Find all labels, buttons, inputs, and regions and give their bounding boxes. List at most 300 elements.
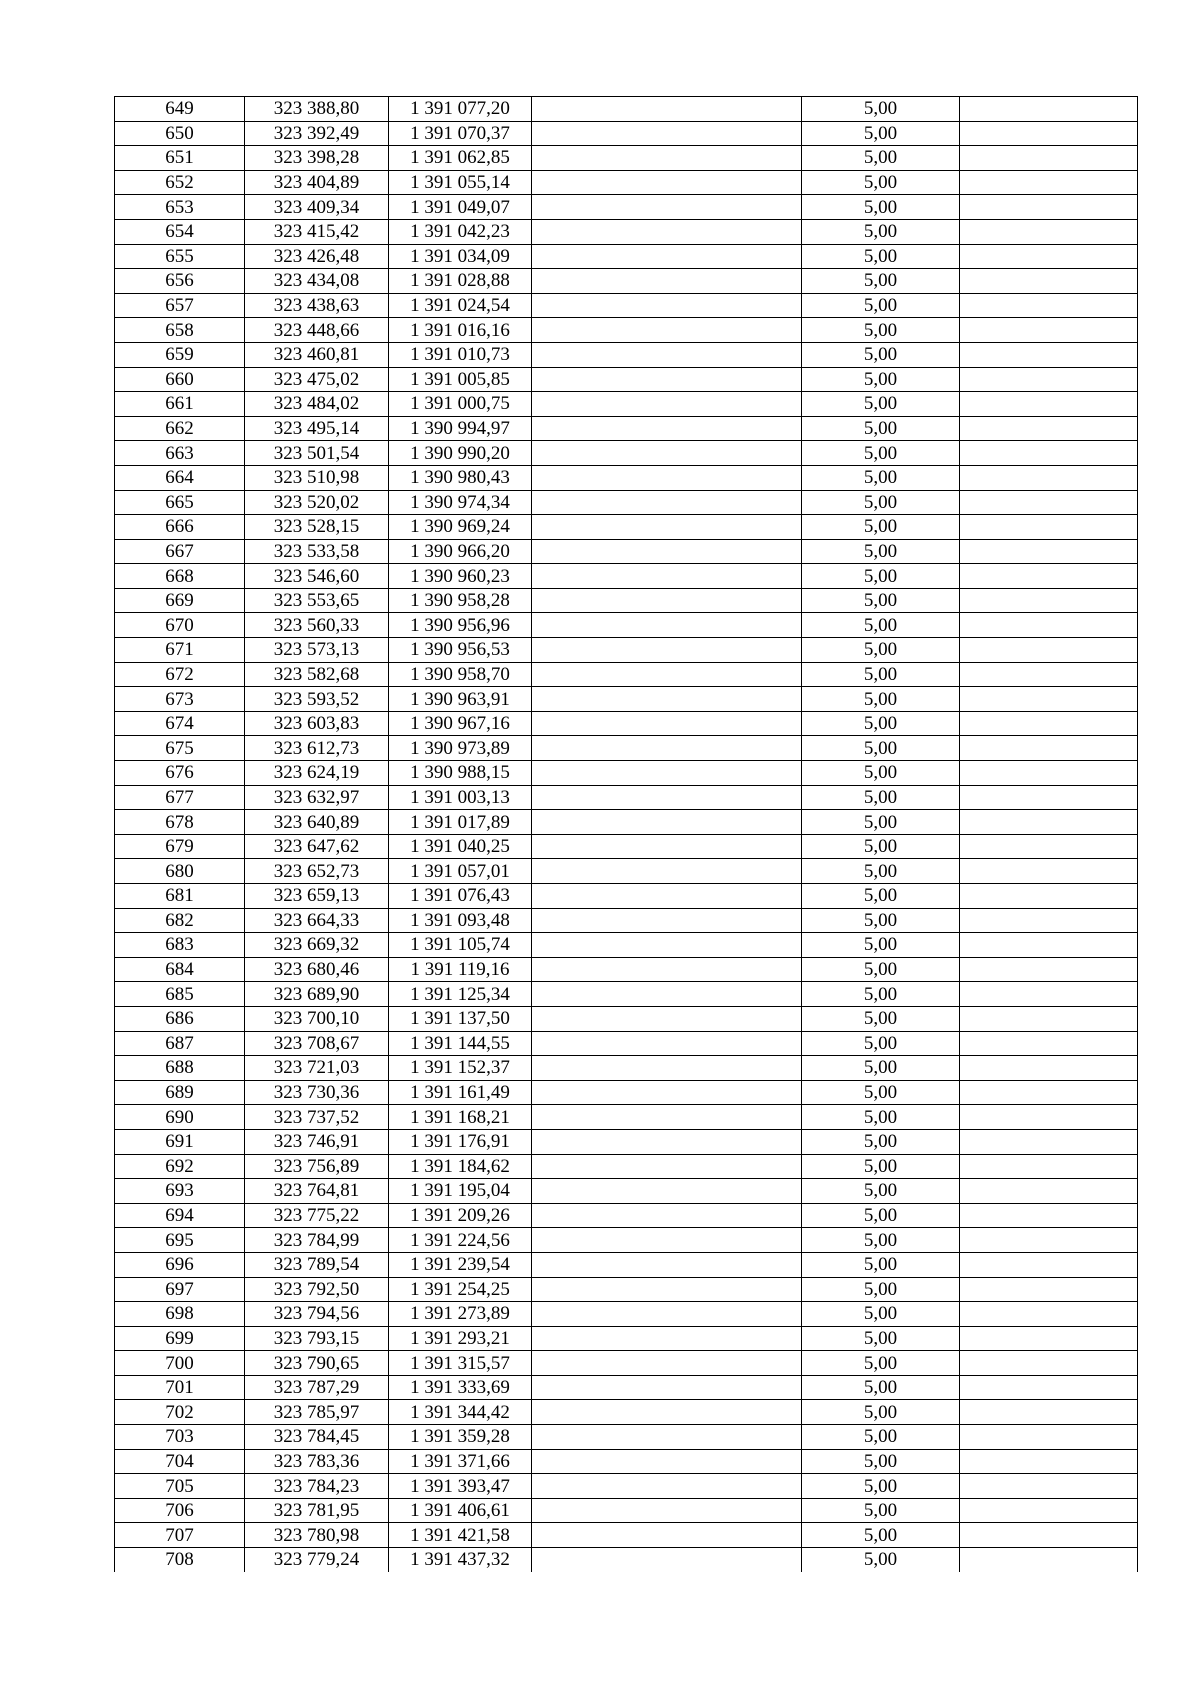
empty-cell (960, 1056, 1138, 1081)
table-row (115, 1252, 1138, 1277)
point-number-cell: 695 (115, 1228, 245, 1253)
y-coordinate-cell: 1 390 969,24 (389, 515, 532, 540)
empty-cell (960, 1203, 1138, 1228)
table-row (115, 613, 1138, 638)
x-coordinate-cell: 323 448,66 (245, 318, 389, 343)
empty-cell (960, 219, 1138, 244)
y-coordinate-cell: 1 391 028,88 (389, 269, 532, 294)
value-cell: 5,00 (802, 1228, 960, 1253)
value-cell: 5,00 (802, 170, 960, 195)
empty-cell (960, 1351, 1138, 1376)
value-cell: 5,00 (802, 957, 960, 982)
value-cell: 5,00 (802, 1400, 960, 1425)
table-row (115, 1129, 1138, 1154)
empty-cell (532, 367, 802, 392)
point-number-cell: 704 (115, 1449, 245, 1474)
value-cell: 5,00 (802, 121, 960, 146)
x-coordinate-cell: 323 426,48 (245, 244, 389, 269)
table-row (115, 736, 1138, 761)
value-cell: 5,00 (802, 1154, 960, 1179)
empty-cell (532, 662, 802, 687)
empty-cell (532, 195, 802, 220)
empty-cell (960, 441, 1138, 466)
y-coordinate-cell: 1 391 184,62 (389, 1154, 532, 1179)
point-number-cell: 675 (115, 736, 245, 761)
y-coordinate-cell: 1 391 315,57 (389, 1351, 532, 1376)
y-coordinate-cell: 1 391 049,07 (389, 195, 532, 220)
empty-cell (960, 933, 1138, 958)
table-row (115, 244, 1138, 269)
empty-cell (960, 1179, 1138, 1204)
empty-cell (960, 1006, 1138, 1031)
table-row (115, 342, 1138, 367)
empty-cell (960, 859, 1138, 884)
y-coordinate-cell: 1 391 359,28 (389, 1425, 532, 1450)
point-number-cell: 680 (115, 859, 245, 884)
x-coordinate-cell: 323 664,33 (245, 908, 389, 933)
point-number-cell: 662 (115, 416, 245, 441)
y-coordinate-cell: 1 391 195,04 (389, 1179, 532, 1204)
x-coordinate-cell: 323 780,98 (245, 1523, 389, 1548)
y-coordinate-cell: 1 390 967,16 (389, 711, 532, 736)
value-cell: 5,00 (802, 490, 960, 515)
point-number-cell: 665 (115, 490, 245, 515)
table-row (115, 957, 1138, 982)
x-coordinate-cell: 323 779,24 (245, 1548, 389, 1572)
value-cell: 5,00 (802, 515, 960, 540)
table-row (115, 1080, 1138, 1105)
empty-cell (532, 564, 802, 589)
value-cell: 5,00 (802, 97, 960, 122)
point-number-cell: 667 (115, 539, 245, 564)
x-coordinate-cell: 323 669,32 (245, 933, 389, 958)
y-coordinate-cell: 1 391 137,50 (389, 1006, 532, 1031)
empty-cell (532, 761, 802, 786)
value-cell: 5,00 (802, 1351, 960, 1376)
empty-cell (532, 1498, 802, 1523)
value-cell: 5,00 (802, 146, 960, 171)
empty-cell (960, 982, 1138, 1007)
x-coordinate-cell: 323 794,56 (245, 1302, 389, 1327)
value-cell: 5,00 (802, 441, 960, 466)
point-number-cell: 656 (115, 269, 245, 294)
x-coordinate-cell: 323 484,02 (245, 392, 389, 417)
value-cell: 5,00 (802, 982, 960, 1007)
x-coordinate-cell: 323 593,52 (245, 687, 389, 712)
y-coordinate-cell: 1 391 093,48 (389, 908, 532, 933)
y-coordinate-cell: 1 391 209,26 (389, 1203, 532, 1228)
point-number-cell: 677 (115, 785, 245, 810)
point-number-cell: 650 (115, 121, 245, 146)
point-number-cell: 670 (115, 613, 245, 638)
table-row (115, 121, 1138, 146)
point-number-cell: 681 (115, 884, 245, 909)
point-number-cell: 668 (115, 564, 245, 589)
empty-cell (532, 1154, 802, 1179)
x-coordinate-cell: 323 501,54 (245, 441, 389, 466)
value-cell: 5,00 (802, 908, 960, 933)
value-cell: 5,00 (802, 1425, 960, 1450)
value-cell: 5,00 (802, 1006, 960, 1031)
table-row (115, 711, 1138, 736)
y-coordinate-cell: 1 391 144,55 (389, 1031, 532, 1056)
point-number-cell: 708 (115, 1548, 245, 1572)
y-coordinate-cell: 1 390 956,96 (389, 613, 532, 638)
value-cell: 5,00 (802, 1277, 960, 1302)
table-row (115, 1375, 1138, 1400)
empty-cell (532, 490, 802, 515)
empty-cell (532, 1252, 802, 1277)
empty-cell (960, 588, 1138, 613)
table-row (115, 195, 1138, 220)
empty-cell (960, 736, 1138, 761)
empty-cell (532, 318, 802, 343)
x-coordinate-cell: 323 434,08 (245, 269, 389, 294)
empty-cell (960, 1031, 1138, 1056)
empty-cell (960, 1277, 1138, 1302)
value-cell: 5,00 (802, 638, 960, 663)
x-coordinate-cell: 323 409,34 (245, 195, 389, 220)
empty-cell (532, 1179, 802, 1204)
empty-cell (960, 908, 1138, 933)
empty-cell (960, 342, 1138, 367)
empty-cell (532, 465, 802, 490)
empty-cell (532, 269, 802, 294)
empty-cell (960, 318, 1138, 343)
empty-cell (532, 859, 802, 884)
x-coordinate-cell: 323 700,10 (245, 1006, 389, 1031)
empty-cell (960, 1523, 1138, 1548)
x-coordinate-cell: 323 785,97 (245, 1400, 389, 1425)
table-row (115, 638, 1138, 663)
empty-cell (532, 146, 802, 171)
x-coordinate-cell: 323 475,02 (245, 367, 389, 392)
x-coordinate-cell: 323 789,54 (245, 1252, 389, 1277)
x-coordinate-cell: 323 756,89 (245, 1154, 389, 1179)
point-number-cell: 679 (115, 834, 245, 859)
value-cell: 5,00 (802, 392, 960, 417)
table-row (115, 761, 1138, 786)
empty-cell (960, 392, 1138, 417)
empty-cell (960, 638, 1138, 663)
empty-cell (532, 1400, 802, 1425)
y-coordinate-cell: 1 391 254,25 (389, 1277, 532, 1302)
x-coordinate-cell: 323 659,13 (245, 884, 389, 909)
empty-cell (532, 1277, 802, 1302)
y-coordinate-cell: 1 390 994,97 (389, 416, 532, 441)
point-number-cell: 692 (115, 1154, 245, 1179)
table-row (115, 908, 1138, 933)
empty-cell (960, 1326, 1138, 1351)
empty-cell (960, 1375, 1138, 1400)
empty-cell (532, 293, 802, 318)
empty-cell (960, 293, 1138, 318)
point-number-cell: 664 (115, 465, 245, 490)
empty-cell (960, 490, 1138, 515)
empty-cell (532, 982, 802, 1007)
table-row (115, 1228, 1138, 1253)
table-row (115, 1179, 1138, 1204)
empty-cell (532, 1548, 802, 1572)
y-coordinate-cell: 1 391 077,20 (389, 97, 532, 122)
empty-cell (960, 761, 1138, 786)
value-cell: 5,00 (802, 662, 960, 687)
x-coordinate-cell: 323 775,22 (245, 1203, 389, 1228)
value-cell: 5,00 (802, 761, 960, 786)
empty-cell (532, 515, 802, 540)
table-row (115, 588, 1138, 613)
empty-cell (532, 121, 802, 146)
y-coordinate-cell: 1 390 973,89 (389, 736, 532, 761)
x-coordinate-cell: 323 573,13 (245, 638, 389, 663)
point-number-cell: 674 (115, 711, 245, 736)
empty-cell (532, 884, 802, 909)
x-coordinate-cell: 323 392,49 (245, 121, 389, 146)
coordinates-table-body (115, 97, 1138, 1572)
y-coordinate-cell: 1 391 000,75 (389, 392, 532, 417)
empty-cell (960, 121, 1138, 146)
y-coordinate-cell: 1 391 070,37 (389, 121, 532, 146)
x-coordinate-cell: 323 652,73 (245, 859, 389, 884)
x-coordinate-cell: 323 546,60 (245, 564, 389, 589)
empty-cell (960, 1400, 1138, 1425)
empty-cell (532, 539, 802, 564)
y-coordinate-cell: 1 391 055,14 (389, 170, 532, 195)
table-row (115, 1351, 1138, 1376)
y-coordinate-cell: 1 390 974,34 (389, 490, 532, 515)
value-cell: 5,00 (802, 884, 960, 909)
y-coordinate-cell: 1 391 057,01 (389, 859, 532, 884)
empty-cell (960, 146, 1138, 171)
empty-cell (532, 1031, 802, 1056)
point-number-cell: 652 (115, 170, 245, 195)
value-cell: 5,00 (802, 367, 960, 392)
empty-cell (532, 785, 802, 810)
empty-cell (532, 957, 802, 982)
value-cell: 5,00 (802, 1203, 960, 1228)
y-coordinate-cell: 1 391 176,91 (389, 1129, 532, 1154)
empty-cell (532, 736, 802, 761)
y-coordinate-cell: 1 391 437,32 (389, 1548, 532, 1572)
y-coordinate-cell: 1 391 168,21 (389, 1105, 532, 1130)
point-number-cell: 697 (115, 1277, 245, 1302)
point-number-cell: 659 (115, 342, 245, 367)
x-coordinate-cell: 323 404,89 (245, 170, 389, 195)
y-coordinate-cell: 1 391 119,16 (389, 957, 532, 982)
empty-cell (532, 1129, 802, 1154)
table-row (115, 1105, 1138, 1130)
value-cell: 5,00 (802, 785, 960, 810)
value-cell: 5,00 (802, 711, 960, 736)
empty-cell (532, 1449, 802, 1474)
table-row (115, 1449, 1138, 1474)
empty-cell (960, 1474, 1138, 1499)
point-number-cell: 671 (115, 638, 245, 663)
x-coordinate-cell: 323 603,83 (245, 711, 389, 736)
empty-cell (960, 1302, 1138, 1327)
empty-cell (960, 613, 1138, 638)
y-coordinate-cell: 1 391 076,43 (389, 884, 532, 909)
point-number-cell: 672 (115, 662, 245, 687)
table-row (115, 392, 1138, 417)
point-number-cell: 698 (115, 1302, 245, 1327)
empty-cell (960, 1252, 1138, 1277)
empty-cell (532, 687, 802, 712)
x-coordinate-cell: 323 790,65 (245, 1351, 389, 1376)
value-cell: 5,00 (802, 416, 960, 441)
y-coordinate-cell: 1 391 152,37 (389, 1056, 532, 1081)
x-coordinate-cell: 323 689,90 (245, 982, 389, 1007)
table-row (115, 1400, 1138, 1425)
y-coordinate-cell: 1 391 042,23 (389, 219, 532, 244)
table-row (115, 539, 1138, 564)
point-number-cell: 661 (115, 392, 245, 417)
y-coordinate-cell: 1 391 239,54 (389, 1252, 532, 1277)
point-number-cell: 654 (115, 219, 245, 244)
point-number-cell: 682 (115, 908, 245, 933)
value-cell: 5,00 (802, 1252, 960, 1277)
empty-cell (532, 219, 802, 244)
empty-cell (532, 834, 802, 859)
point-number-cell: 701 (115, 1375, 245, 1400)
value-cell: 5,00 (802, 834, 960, 859)
point-number-cell: 657 (115, 293, 245, 318)
x-coordinate-cell: 323 460,81 (245, 342, 389, 367)
empty-cell (960, 1498, 1138, 1523)
empty-cell (532, 588, 802, 613)
x-coordinate-cell: 323 398,28 (245, 146, 389, 171)
x-coordinate-cell: 323 730,36 (245, 1080, 389, 1105)
table-row (115, 982, 1138, 1007)
empty-cell (960, 367, 1138, 392)
value-cell: 5,00 (802, 244, 960, 269)
y-coordinate-cell: 1 391 010,73 (389, 342, 532, 367)
y-coordinate-cell: 1 391 125,34 (389, 982, 532, 1007)
value-cell: 5,00 (802, 859, 960, 884)
empty-cell (960, 834, 1138, 859)
table-row (115, 810, 1138, 835)
empty-cell (532, 1203, 802, 1228)
y-coordinate-cell: 1 390 960,23 (389, 564, 532, 589)
empty-cell (532, 1326, 802, 1351)
y-coordinate-cell: 1 390 980,43 (389, 465, 532, 490)
empty-cell (532, 1228, 802, 1253)
empty-cell (960, 1105, 1138, 1130)
empty-cell (532, 392, 802, 417)
y-coordinate-cell: 1 390 963,91 (389, 687, 532, 712)
empty-cell (532, 638, 802, 663)
x-coordinate-cell: 323 721,03 (245, 1056, 389, 1081)
point-number-cell: 649 (115, 97, 245, 122)
empty-cell (532, 1105, 802, 1130)
empty-cell (960, 1129, 1138, 1154)
table-row (115, 1326, 1138, 1351)
y-coordinate-cell: 1 390 966,20 (389, 539, 532, 564)
y-coordinate-cell: 1 391 034,09 (389, 244, 532, 269)
x-coordinate-cell: 323 784,45 (245, 1425, 389, 1450)
table-row (115, 1056, 1138, 1081)
table-row (115, 1006, 1138, 1031)
value-cell: 5,00 (802, 1105, 960, 1130)
x-coordinate-cell: 323 520,02 (245, 490, 389, 515)
empty-cell (960, 539, 1138, 564)
point-number-cell: 676 (115, 761, 245, 786)
empty-cell (532, 810, 802, 835)
y-coordinate-cell: 1 390 990,20 (389, 441, 532, 466)
empty-cell (532, 1523, 802, 1548)
table-row (115, 441, 1138, 466)
empty-cell (960, 416, 1138, 441)
table-row (115, 170, 1138, 195)
value-cell: 5,00 (802, 465, 960, 490)
table-row (115, 416, 1138, 441)
empty-cell (960, 269, 1138, 294)
point-number-cell: 684 (115, 957, 245, 982)
y-coordinate-cell: 1 391 161,49 (389, 1080, 532, 1105)
table-row (115, 515, 1138, 540)
table-row (115, 97, 1138, 122)
value-cell: 5,00 (802, 1129, 960, 1154)
table-row (115, 1425, 1138, 1450)
y-coordinate-cell: 1 391 016,16 (389, 318, 532, 343)
x-coordinate-cell: 323 784,23 (245, 1474, 389, 1499)
empty-cell (960, 195, 1138, 220)
y-coordinate-cell: 1 391 406,61 (389, 1498, 532, 1523)
y-coordinate-cell: 1 391 273,89 (389, 1302, 532, 1327)
value-cell: 5,00 (802, 1375, 960, 1400)
x-coordinate-cell: 323 510,98 (245, 465, 389, 490)
table-row (115, 146, 1138, 171)
empty-cell (532, 342, 802, 367)
table-row (115, 293, 1138, 318)
x-coordinate-cell: 323 708,67 (245, 1031, 389, 1056)
point-number-cell: 700 (115, 1351, 245, 1376)
empty-cell (532, 1080, 802, 1105)
value-cell: 5,00 (802, 933, 960, 958)
empty-cell (532, 933, 802, 958)
empty-cell (960, 1548, 1138, 1572)
x-coordinate-cell: 323 781,95 (245, 1498, 389, 1523)
y-coordinate-cell: 1 391 105,74 (389, 933, 532, 958)
y-coordinate-cell: 1 391 003,13 (389, 785, 532, 810)
x-coordinate-cell: 323 553,65 (245, 588, 389, 613)
point-number-cell: 666 (115, 515, 245, 540)
table-row (115, 834, 1138, 859)
table-row (115, 785, 1138, 810)
value-cell: 5,00 (802, 1498, 960, 1523)
table-row (115, 219, 1138, 244)
x-coordinate-cell: 323 415,42 (245, 219, 389, 244)
x-coordinate-cell: 323 647,62 (245, 834, 389, 859)
point-number-cell: 660 (115, 367, 245, 392)
point-number-cell: 696 (115, 1252, 245, 1277)
value-cell: 5,00 (802, 736, 960, 761)
empty-cell (960, 515, 1138, 540)
y-coordinate-cell: 1 391 017,89 (389, 810, 532, 835)
value-cell: 5,00 (802, 1326, 960, 1351)
x-coordinate-cell: 323 680,46 (245, 957, 389, 982)
value-cell: 5,00 (802, 1179, 960, 1204)
point-number-cell: 706 (115, 1498, 245, 1523)
x-coordinate-cell: 323 582,68 (245, 662, 389, 687)
value-cell: 5,00 (802, 1080, 960, 1105)
point-number-cell: 694 (115, 1203, 245, 1228)
value-cell: 5,00 (802, 1449, 960, 1474)
x-coordinate-cell: 323 737,52 (245, 1105, 389, 1130)
table-row (115, 465, 1138, 490)
value-cell: 5,00 (802, 269, 960, 294)
x-coordinate-cell: 323 787,29 (245, 1375, 389, 1400)
